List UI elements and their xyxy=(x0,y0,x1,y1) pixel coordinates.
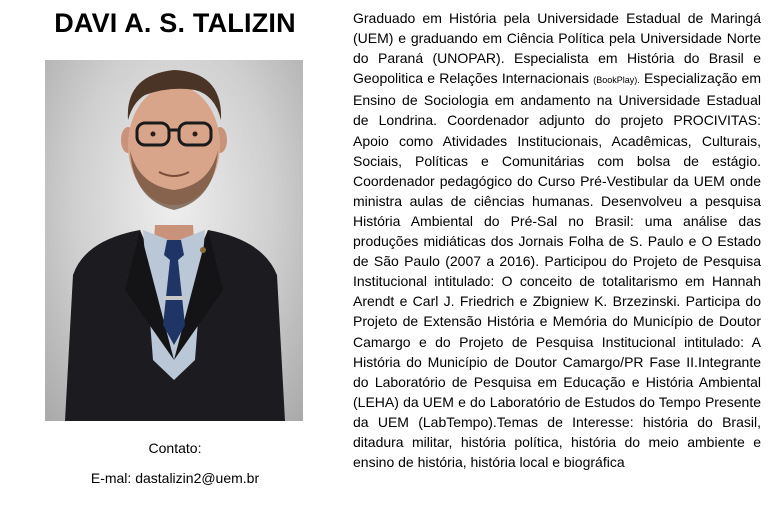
profile-column xyxy=(20,0,330,516)
author-name: DAVI A. S. TALIZIN xyxy=(54,8,296,38)
contact-email: E-mal: dastalizin2@uem.br xyxy=(90,470,260,486)
bio-small-note: (BookPlay). xyxy=(593,75,640,86)
biography-paragraph xyxy=(353,8,761,472)
contact-label: Contato: xyxy=(148,440,202,456)
left-eye xyxy=(151,132,156,137)
tie-clip xyxy=(163,296,185,300)
bio-text-part-1: Graduado em História pela Universidade Estadual de Maringá (UEM) e graduando em Ciência Política pela Universidade Norte do Paraná (UNOPAR). Especialista em História do Brasil e Geopolitica e Relações Internacionais xyxy=(353,10,761,87)
author-photo xyxy=(45,60,303,421)
right-eye xyxy=(193,132,198,137)
portrait-illustration xyxy=(45,60,303,421)
bio-text-part-2: Especialização em Ensino de Sociologia em andamento na Universidade Estadual de Londrina. Coordenador adjunto do projeto PROCIVITAS: Apoio como Atividades Institucionais, Acadêmicas, Culturais, Sociais, Políticas e Comunitárias com bolsa de estágio. Coordenador pedagógico do Curso Pré-Vestibular da UEM onde ministra aulas de ciências humanas. Desenvolveu a pesquisa História Ambiental do Pré-Sal no Brasil: uma análise das produções midiáticas dos Jornais Folha de S. Paulo e O Estado de São Paulo (2007 a 2016). Participou do Projeto de Pesquisa Institucional intitulado: O conceito de totalitarismo em Hannah Arendt e Carl J. Friedrich e Zbigniew K. Brzezinski. Participa do Projeto de Extensão História e Memória do Município de Doutor Camargo e do Projeto de Pesquisa Institucional intitulado: A História do Município de Doutor Camargo/PR Fase II.Integrante do Laboratório de Pesquisa em Educação e História Ambiental (LEHA) da UEM e do Laboratório de Estudos do Tempo Presente da UEM (LabTempo).Temas de Interesse: história do Brasil, ditadura militar, história política, história do meio ambiente e ensino de história, história local e biográfica xyxy=(353,70,761,471)
lapel-pin xyxy=(200,247,206,253)
